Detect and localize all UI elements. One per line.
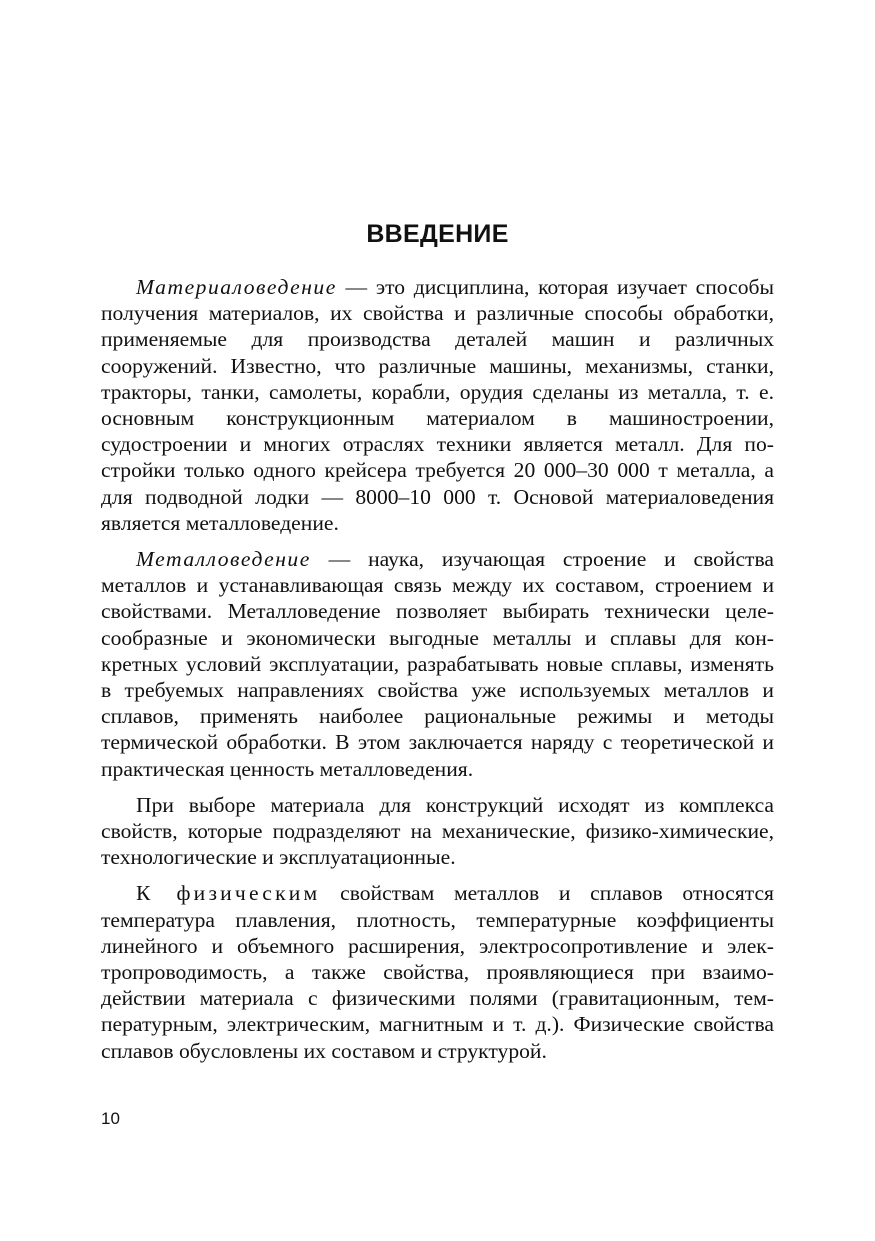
- term-metal-science: Металловедение: [136, 547, 311, 572]
- page-number: 10: [101, 1109, 120, 1128]
- paragraph-metal-science: [101, 546, 774, 782]
- paragraph-materials-science: [101, 274, 774, 536]
- paragraph-text: свойствам металлов и сплавов относятся температура плавления, плотность, температурные коэффициенты линейного и объемного расширения, электросопротивление и электропроводимость, а также свойства, проявляющиеся при взаимодействии материала с физическими полями (гравитационным, температурным, электрическим, магнитным и т. д.). Физические свойства сплавов обусловлены их составом и структурой.: [101, 881, 774, 1063]
- term-physical: К физическим: [136, 881, 321, 906]
- body-text: [101, 274, 774, 1074]
- paragraph-text: — наука, изучающая строение и свойства металлов и устанавливающая связь между их составом, строением и свойствами. Металловедение позволяет выбирать технически целесообразные и экономически выгодные металлы и сплавы для конкретных условий эксплуатации, разрабатывать новые сплавы, изменять в требуемых направлениях свойства уже используемых металлов и сплавов, применять наиболее рациональные режимы и методы термической обработки. В этом заключается наряду с теоретической и практическая ценность металловедения.: [101, 547, 774, 781]
- paragraph-text: — это дисциплина, которая изучает способы получения материалов, их свойства и различные способы обработки, применяемые для производства деталей машин и различных сооружений. Известно, что различные машины, механизмы, станки, тракторы, танки, самолеты, корабли, орудия сделаны из металла, т. е. основным конструкционным материалом в машиностроении, судостроении и многих отраслях техники является металл. Для постройки только одного крейсера требуется 20 000–30 000 т металла, а для подводной лодки — 8000–10 000 т. Основой материаловедения является металловедение.: [101, 275, 774, 535]
- page-heading: ВВЕДЕНИЕ: [366, 220, 509, 248]
- term-materials-science: Материаловедение: [136, 275, 337, 299]
- paragraph-text: При выборе материала для конструкций исходят из комплекса свойств, которые подразделяют на механические, физико-химические, технологические и эксплуатационные.: [101, 792, 774, 870]
- paragraph-physical-properties: [101, 880, 774, 1063]
- paragraph-material-selection: [101, 792, 774, 871]
